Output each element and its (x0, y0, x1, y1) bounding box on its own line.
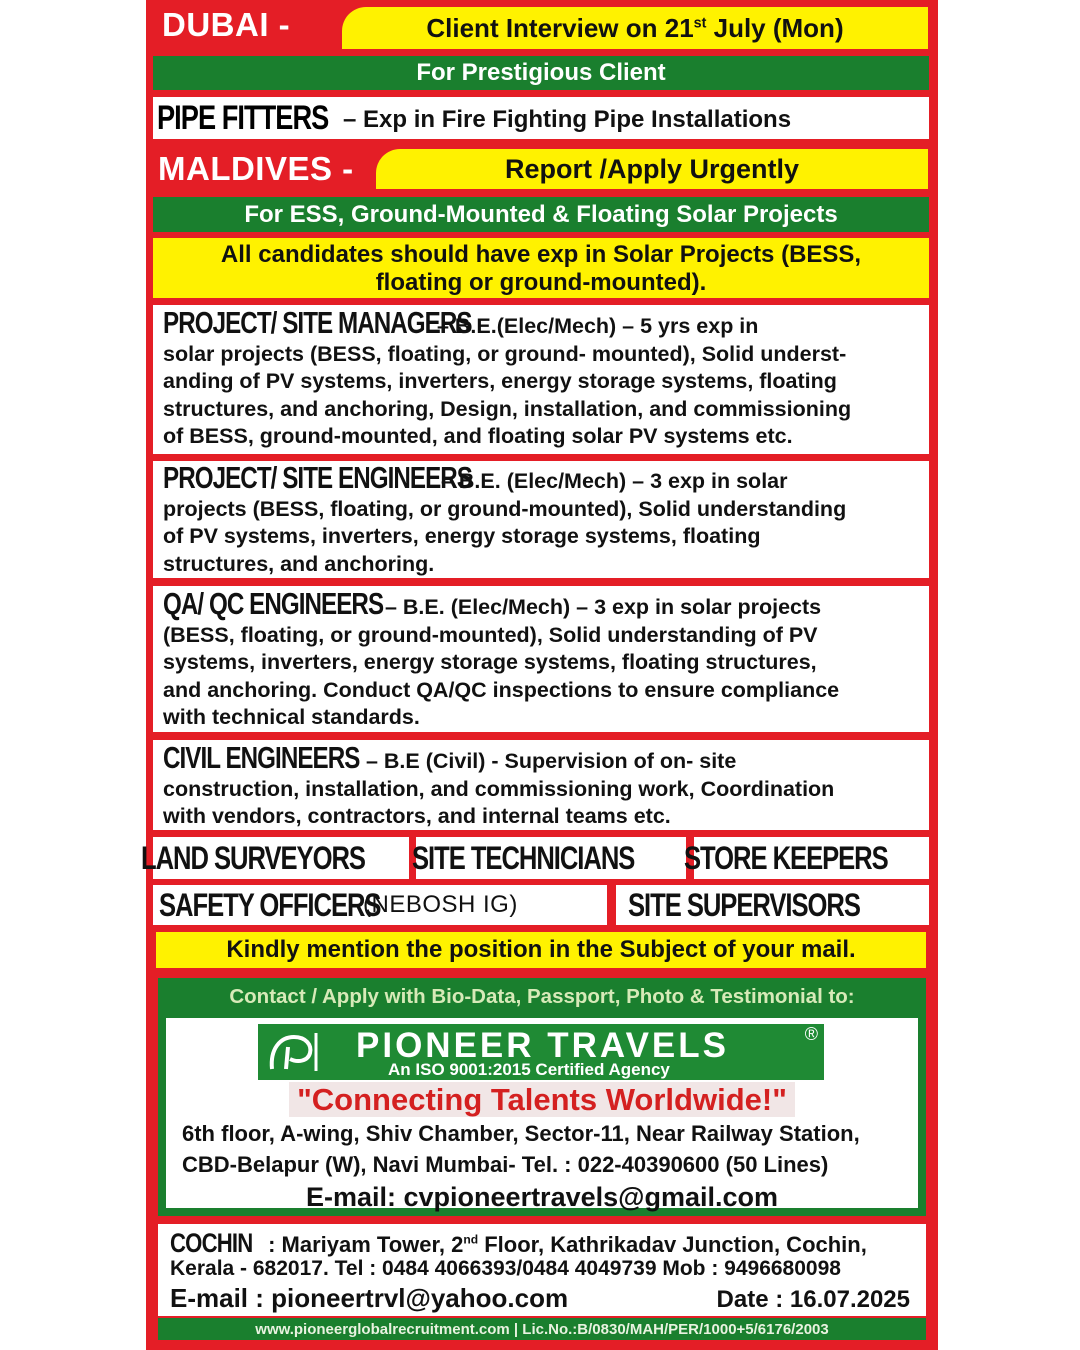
cochin-address-line-2: Kerala - 682017. Tel : 0484 4066393/0484 4049739 Mob : 9496680098 (170, 1257, 841, 1280)
company-tagline: "Connecting Talents Worldwide!" (166, 1082, 918, 1118)
contact-section (158, 978, 926, 1216)
cochin-label: COCHIN (170, 1228, 253, 1258)
job-line: solar projects (BESS, floating, or ground- mounted), Solid underst- (163, 341, 847, 366)
job-lead: – B.E. (Elec/Mech) – 3 exp in solar (435, 469, 788, 493)
client-bar: For Prestigious Client (153, 56, 929, 90)
email-cochin[interactable]: E-mail : pioneertrvl@yahoo.com (170, 1283, 569, 1313)
position-site-supervisors: SITE SUPERVISORS (616, 885, 929, 925)
job-lead: – B.E (Civil) - Supervision of on- site (360, 749, 737, 773)
job-line: with technical standards. (163, 705, 420, 729)
job-title: PROJECT/ SITE MANAGERS (163, 305, 472, 340)
job-card-project-managers (153, 305, 929, 454)
cochin-address-line-1: COCHIN : Mariyam Tower, 2nd Floor, Kathrikadav Junction, Cochin, (170, 1228, 867, 1258)
job-line: structures, and anchoring. (163, 551, 435, 576)
job-card-qa-qc (153, 586, 929, 732)
requirement-line-1: All candidates should have exp in Solar Projects (BESS, (220, 241, 862, 268)
company-name: PIONEER TRAVELS (356, 1026, 730, 1065)
position-site-technicians: SITE TECHNICIANS (416, 837, 686, 879)
safety-note: (NEBOSH IG) (363, 891, 518, 918)
interview-banner (342, 7, 928, 49)
country-maldives: MALDIVES - (158, 150, 354, 187)
job-line: and anchoring. Conduct QA/QC inspections to ensure compliance (163, 677, 840, 702)
job-line: anding of PV systems, inverters, energy storage systems, floating (163, 369, 837, 393)
job-line: with vendors, contractors, and internal teams etc. (163, 804, 671, 828)
company-logo (258, 1024, 824, 1080)
advert-date: Date : 16.07.2025 (716, 1286, 910, 1313)
pipe-fitters-desc: – Exp in Fire Fighting Pipe Installations (343, 106, 792, 133)
job-line: of BESS, ground-mounted, and floating solar PV systems etc. (163, 424, 793, 448)
job-title: CIVIL ENGINEERS (163, 740, 360, 775)
job-title-pipe-fitters: PIPE FITTERS (157, 99, 329, 137)
job-lead: – B.E.(Elec/Mech) – 5 yrs exp in (431, 314, 759, 338)
contact-heading: Contact / Apply with Bio-Data, Passport, Photo & Testimonial to: (229, 985, 855, 1008)
requirement-box (153, 238, 929, 298)
job-line: (BESS, floating, or ground-mounted), Solid understanding of PV (163, 622, 818, 647)
email-mumbai[interactable]: E-mail: cvpioneertravels@gmail.com (306, 1182, 778, 1212)
job-card-project-engineers (153, 461, 929, 578)
pipe-fitters-row (153, 97, 929, 139)
projects-bar: For ESS, Ground-Mounted & Floating Solar Projects (153, 197, 929, 232)
position-land-surveyors: LAND SURVEYORS (153, 837, 409, 879)
position-safety-officers: SAFETY OFFICERS (NEBOSH IG) (153, 885, 607, 925)
job-line: projects (BESS, floating, or ground-mounted), Solid understanding (163, 496, 847, 521)
footer-website-license[interactable]: www.pioneerglobalrecruitment.com | Lic.No.:B/0830/MAH/PER/1000+5/6176/2003 (158, 1318, 926, 1340)
job-line: of PV systems, inverters, energy storage systems, floating (163, 524, 761, 548)
job-advert-poster (141, 0, 938, 1350)
mail-note: Kindly mention the position in the Subject of your mail. (156, 932, 926, 968)
address-line-1: 6th floor, A-wing, Shiv Chamber, Sector-11, Near Railway Station, (182, 1121, 860, 1146)
job-lead: – B.E. (Elec/Mech) – 3 exp in solar projects (379, 595, 822, 619)
job-title: QA/ QC ENGINEERS (163, 586, 384, 621)
job-title: PROJECT/ SITE ENGINEERS (163, 460, 473, 495)
registered-mark: ® (804, 1024, 818, 1044)
requirement-line-2: floating or ground-mounted). (375, 269, 707, 296)
job-card-civil (153, 740, 929, 830)
address-line-2: CBD-Belapur (W), Navi Mumbai- Tel. : 022-40390600 (50 Lines) (182, 1152, 829, 1177)
report-banner: Report /Apply Urgently (376, 149, 928, 189)
job-line: systems, inverters, energy storage systems, floating structures, (163, 650, 817, 674)
job-line: structures, and anchoring, Design, installation, and commissioning (163, 396, 852, 421)
position-store-keepers: STORE KEEPERS (694, 837, 929, 879)
job-line: construction, installation, and commissioning work, Coordination (163, 776, 835, 801)
interview-text: Client Interview on 21st July (Mon) (426, 12, 844, 43)
cochin-section (158, 1224, 926, 1316)
pioneer-logo-icon (264, 1029, 320, 1075)
country-dubai: DUBAI - (162, 6, 291, 43)
company-certification: An ISO 9001:2015 Certified Agency (388, 1060, 670, 1079)
